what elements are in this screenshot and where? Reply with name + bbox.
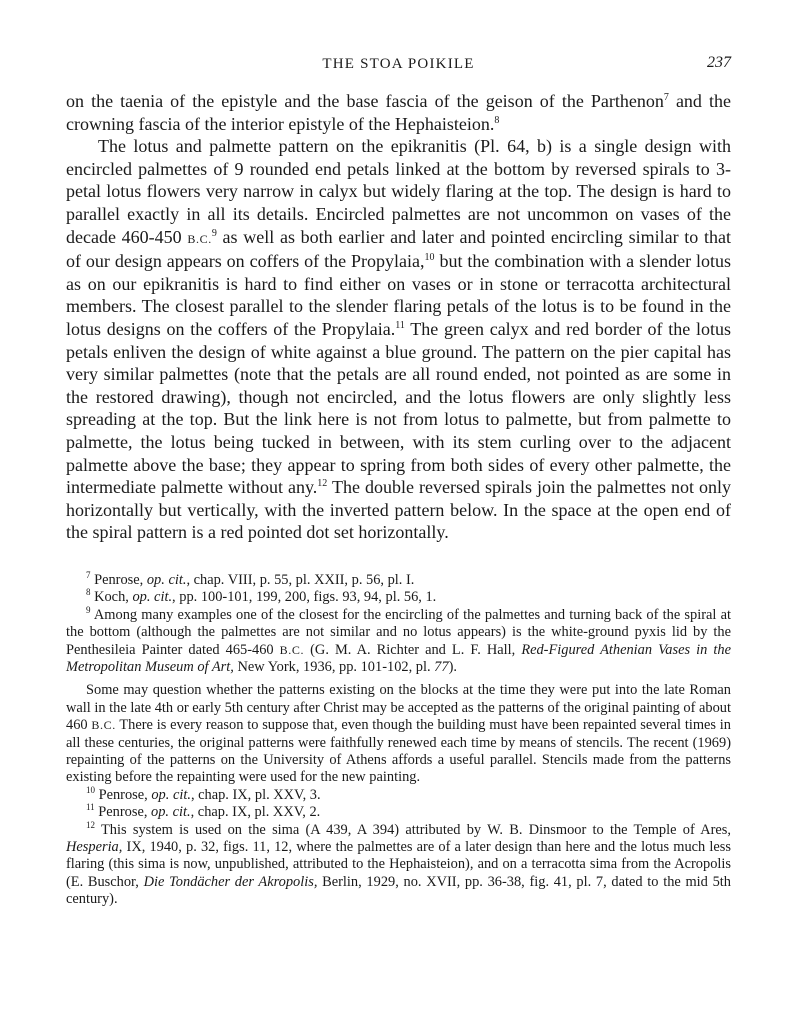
footnote-10: $^{10}$ Penrose, op. cit., chap. IX, pl. XXV, 3. — [86, 784, 321, 803]
footnote-11: $^{11}$ Penrose, op. cit., chap. IX, pl. XXV, 2. — [86, 802, 321, 821]
running-title: THE STOA POIKILE — [322, 56, 475, 72]
footnote-ref-10[interactable]: 10 — [424, 252, 435, 264]
footnote-ref-8[interactable]: 8 — [494, 114, 500, 126]
page-header — [66, 52, 731, 78]
footnote-9-continued: Some may question whether the patterns existing on the blocks at the time they were put into the late Roman wall in the late 4th or early 5th century after Christ may be accepted as the patterns of the original painting of about 460 B.C. There is every reason to suppose that, even though the building must have been repainted several times in all these centuries, the original patterns were faithfully renewed each time by means of stencils. The recent (1969) repainting of the patterns on the University of Athens affords a useful parallel. Stencils made from the patterns existing before the repainting were used for the new painting. — [66, 682, 731, 786]
page — [66, 52, 731, 909]
footnote-8: $^8$ Koch, op. cit., pp. 100-101, 199, 200, figs. 93, 94, pl. 56, 1. — [86, 587, 437, 606]
footnote-ref-9[interactable]: 9 — [211, 227, 217, 239]
paragraph-1: on the taenia of the epistyle and the base fascia of the geison of the Parthenon$^7$ and the crowning fascia of the interior epistyle of the Hephaisteion.$^8$ — [66, 91, 731, 134]
paragraph-2: The lotus and palmette pattern on the epikranitis (Pl. 64, b) is a single design with encircled palmettes of 9 rounded end petals linked at the bottom by reversed spirals to 3-petal lotus flowers very narrow in calyx but widely flaring at the top. The design is hard to parallel exactly in all its details. Encircled palmettes are not uncommon on vases of the decade 460-450 B.C.$^9$ as well as both earlier and later and pointed encircling similar to that of our design appears on coffers of the Propylaia,$^{10}$ but the combination with a slender lotus as on our epikranitis is hard to find either on vases or in stone or terracotta architectural members. The closest parallel to the slender flaring petals of the lotus is to be found in the lotus designs on the coffers of the Propylaia.$^{11}$ The green calyx and red border of the lotus petals enliven the design of white against a blue ground. The pattern on the pier capital has very similar palmettes (note that the petals are all round ended, not pointed as are some in the restored drawing), though not encircled, and the lotus flowers are only slightly less spreading at the top. But the link here is not from lotus to palmette, but from palmette to palmette, the lotus being tucked in between, with its stem curling over to the adjacent palmette above the base; they appear to spring from both sides of every other palmette, the intermediate palmette without any.$^{12}$ The double reversed spirals join the palmettes not only horizontally but vertically, with the inverted pattern below. In the space at the open end of the spiral pattern is a red pointed dot set horizontally. — [66, 136, 732, 543]
footnote-12: $^{12}$ This system is used on the sima (A 439, A 394) attributed by W. B. Dinsmoor to the Temple of Ares, Hesperia, IX, 1940, p. 32, figs. 11, 12, where the palmettes are of a later design than here and the lotus much less flaring (this sima is now, unpublished, attributed to the Hephaisteion), and on a terracotta sima from the Acropolis (E. Buschor, Die Tondächer der Akropolis, Berlin, 1929, no. XVII, pp. 36-38, fig. 41, pl. 7, dated to the mid 5th century). — [66, 819, 731, 908]
footnote-ref-7[interactable]: 7 — [663, 92, 669, 103]
footnote-7: $^7$ Penrose, op. cit., chap. VIII, p. 55, pl. XXII, p. 56, pl. I. — [86, 569, 415, 588]
footnote-ref-11[interactable]: 11 — [395, 319, 405, 331]
page-number: 237 — [707, 54, 731, 71]
body-text — [66, 90, 731, 544]
footnotes — [66, 569, 731, 909]
footnote-ref-12[interactable]: 12 — [317, 478, 328, 490]
footnote-9: $^9$ Among many examples one of the closest for the encircling of the palmettes and turning back of the spiral at the bottom (although the palmettes are not similar and no lotus appears) is the white-ground pyxis lid by the Penthesileia Painter dated 465-460 B.C. (G. M. A. Richter and L. F. Hall, Red-Figured Athenian Vases in the Metropolitan Museum of Art, New York, 1936, pp. 101-102, pl. 77). — [66, 604, 731, 675]
